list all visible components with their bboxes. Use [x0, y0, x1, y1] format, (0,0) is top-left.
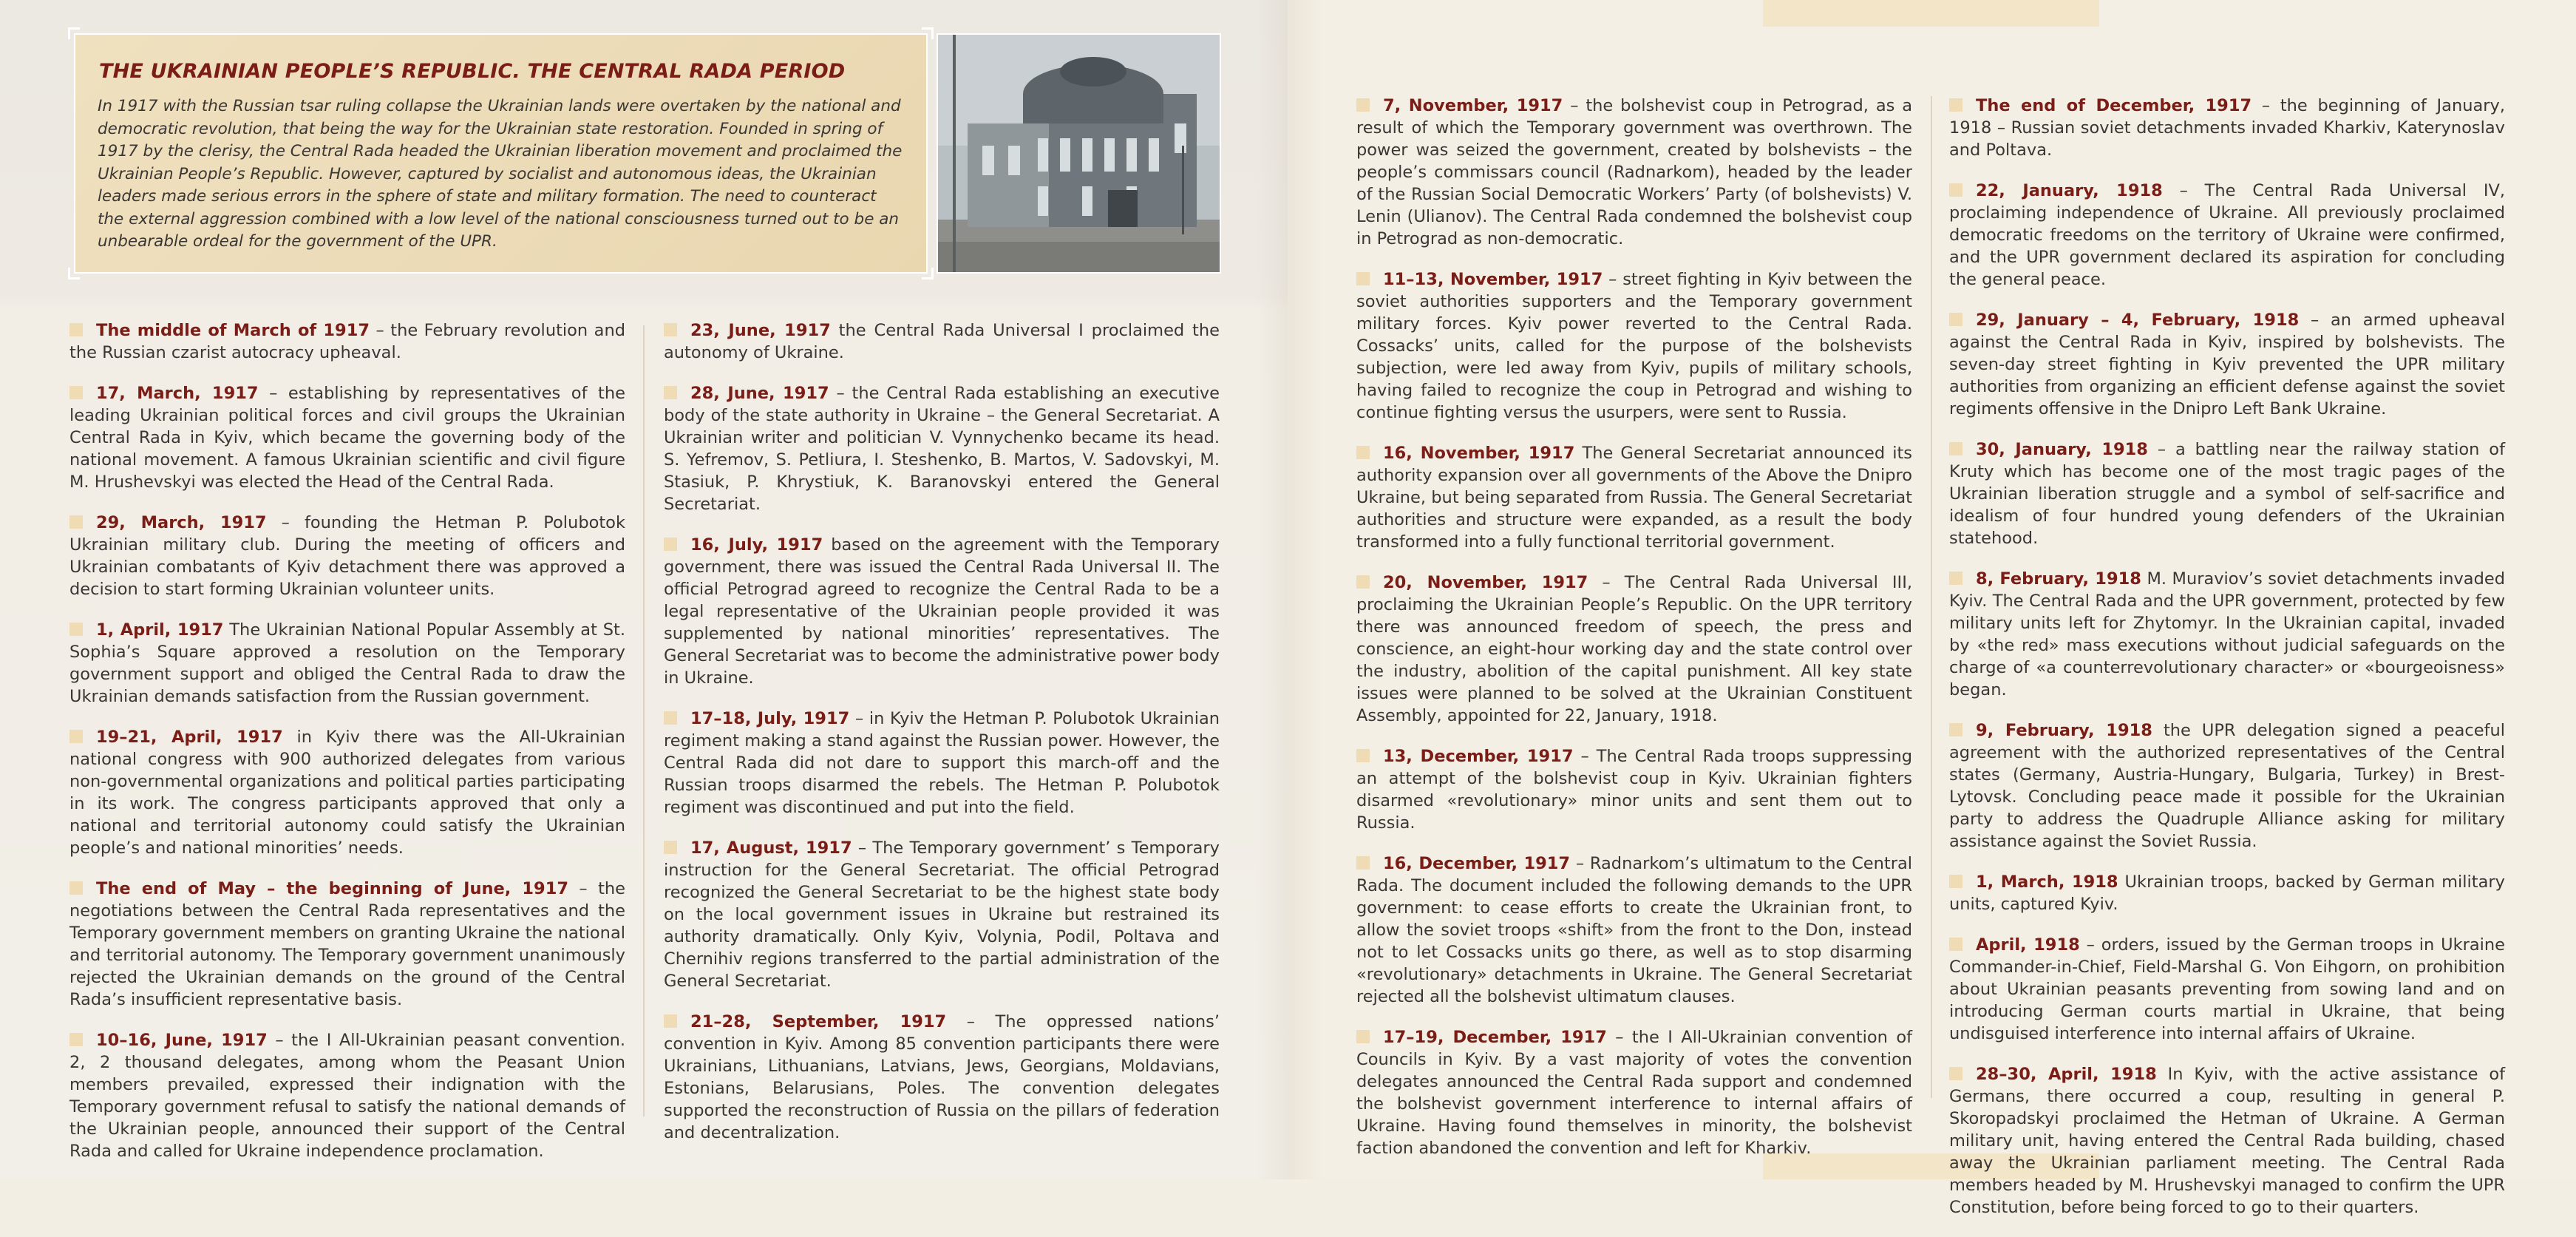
entry-text: – establishing by representatives of the leading Ukrainian political forces and civil groups the Ukrainian Central Rada in Kyiv, which became the governing body of the national movement. A famous Ukrainian scientific and civil figure M. Hrushevskyi was elected the Head of the Central Rada.	[69, 384, 625, 492]
central-rada-building-photo	[937, 33, 1221, 274]
bullet-square	[1949, 938, 1962, 951]
bullet-square	[1949, 1067, 1962, 1080]
entry-date: 21–28, September, 1917	[690, 1012, 947, 1031]
timeline-entry	[1949, 871, 2505, 915]
entry-date: 1, March, 1918	[1976, 872, 2118, 892]
timeline-entry	[664, 837, 1220, 992]
timeline-entry	[69, 382, 625, 493]
entry-text: – an armed upheaval against the Central Rada in Kyiv, inspired by bolshevists. The seven-day street fighting in Kyiv prevented the UPR military authorities from organizing an efficient defense against the soviet regiments offensive in the Dnipro Left Bank Ukraine.	[1949, 311, 2505, 418]
timeline-entry	[1356, 853, 1912, 1008]
building-illustration	[938, 35, 1220, 272]
bullet-square	[1356, 446, 1370, 459]
corner-ornament	[68, 268, 80, 279]
entry-date: 9, February, 1918	[1976, 721, 2152, 740]
entry-date: 19–21, April, 1917	[96, 728, 283, 747]
timeline-entry	[1356, 572, 1912, 727]
entry-date: The end of December, 1917	[1976, 96, 2252, 115]
entry-date: 28–30, April, 1918	[1976, 1065, 2157, 1084]
intro-text: In 1917 with the Russian tsar ruling collapse the Ukrainian lands were overtaken by the national and democratic revolution, that being the way for the Ukrainian state restoration. Founded in spring of 1917 by the clerisy, the Central Rada headed the Ukrainian liberation movement and proclaimed the Ukrainian People’s Republic. However, captured by socialist and autonomous ideas, the Ukrainian leaders made serious errors in the sphere of state and military formation. The need to counteract the external aggression combined with a low level of the national consciousness turned out to be an unbearable ordeal for the government of the UPR.	[98, 97, 903, 251]
bullet-square	[664, 323, 677, 336]
bullet-square	[69, 515, 83, 529]
timeline-entry	[1949, 438, 2505, 549]
intro-title: THE UKRAINIAN PEOPLE’S REPUBLIC. THE CENTRAL RADA PERIOD	[99, 60, 846, 83]
timeline-entry	[1356, 95, 1912, 250]
entry-date: 29, January – 4, February, 1918	[1976, 311, 2300, 330]
timeline-entry	[1356, 268, 1912, 424]
entry-date: 16, November, 1917	[1383, 444, 1575, 463]
bullet-square	[664, 386, 677, 399]
entry-text: Ukrainian troops, backed by German military units, captured Kyiv.	[1949, 872, 2505, 914]
entry-text: – orders, issued by the German troops in Ukraine Commander-in-Chief, Field-Marshal G. Von Eihgorn, on prohibition about Ukrainian peasants preventing from sowing land and on introducing German courts martial in Ukraine, that being undisguised interference into internal affairs of Ukraine.	[1949, 935, 2506, 1043]
timeline-column-3	[1356, 95, 1912, 1178]
bullet-square	[664, 711, 677, 725]
timeline-entry	[1949, 180, 2505, 291]
timeline-entry	[69, 319, 625, 364]
entry-date: 10–16, June, 1917	[96, 1031, 268, 1050]
timeline-entry	[69, 1029, 625, 1162]
entry-text: – The Temporary government’ s Temporary instruction for the General Secretariat. The official Petrograd recognized the General Secretariat to be the highest state body on the local government issues in Ukraine but restrained its authority dramatically. Only Kyiv, Volynia, Podil, Poltava and Chernihiv regions transferred to the partial administration of the General Secretariat.	[664, 838, 1220, 991]
bullet-square	[1949, 98, 1962, 112]
entry-text: – in Kyiv the Hetman P. Polubotok Ukrainian regiment making a stand against the Russian power. However, the Central Rada did not dare to support this march-off and the Russian troops disarmed the rebels. The Hetman P. Polubotok regiment was discontinued and put into the field.	[664, 709, 1220, 817]
entry-text: – The Central Rada Universal IV, proclaiming independence of Ukraine. All previously proclaimed democratic freedoms on the territory of Ukraine were confirmed, and the UPR government declared its aspiration for concluding the general peace.	[1949, 181, 2505, 289]
corner-ornament	[68, 27, 80, 39]
bullet-square	[1949, 723, 1962, 736]
bullet-square	[1949, 442, 1962, 455]
entry-text: – founding the Hetman P. Polubotok Ukrainian military club. During the meeting of officers and Ukrainian combatants of Kyiv detachment there was approved a decision to start forming Ukrainian volunteer units.	[69, 513, 625, 599]
entry-date: 30, January, 1918	[1976, 440, 2148, 459]
bullet-square	[1356, 749, 1370, 762]
bullet-square	[1356, 856, 1370, 870]
timeline-entry	[1356, 442, 1912, 553]
entry-date: 22, January, 1918	[1976, 181, 2163, 200]
entry-text: The Ukrainian National Popular Assembly at St. Sophia’s Square approved a resolution on the Temporary government support and obliged the Central Rada to draw the Ukrainian demands satisfaction from the Russian government.	[69, 620, 625, 706]
entry-text: – Radnarkom’s ultimatum to the Central Rada. The document included the following demands to the UPR government: to cease efforts to create the Ukrainian front, to allow the soviet troops «shift» from the front to the Don, instead not to let Cossacks units go there, as well as to stop disarming «revolutionary» detachments in Ukraine. The General Secretariat rejected all the bolshevist ultimatum clauses.	[1356, 854, 1912, 1006]
entry-text: – the beginning of January, 1918 – Russian soviet detachments invaded Kharkiv, Katerynoslav and Poltava.	[1949, 96, 2505, 160]
entry-date: 28, June, 1917	[690, 384, 829, 403]
bullet-square	[664, 538, 677, 551]
entry-date: The end of May – the beginning of June, 1917	[96, 879, 569, 898]
timeline-entry	[1356, 745, 1912, 834]
bullet-square	[1356, 272, 1370, 285]
timeline-entry	[69, 726, 625, 859]
entry-text: – The Central Rada troops suppressing an attempt of the bolshevist coup in Kyiv. Ukrainian fighters disarmed «revolutionary» minor units and sent them out to Russia.	[1356, 747, 1912, 833]
timeline-entry	[664, 534, 1220, 689]
column-divider	[643, 325, 645, 1116]
entry-date: 7, November, 1917	[1383, 96, 1563, 115]
bullet-square	[1356, 98, 1370, 112]
timeline-entry	[69, 512, 625, 600]
timeline-column-4	[1949, 95, 2505, 1237]
entry-text: – The Central Rada Universal III, proclaiming the Ukrainian People’s Republic. On the UPR territory there was announced freedom of speech, the press and conscience, an eight-hour working day and the state control over the industry, abolition of the capital punishment. All key state issues were planned to be solved at the Ukrainian Constituent Assembly, appointed for 22, January, 1918.	[1356, 573, 1912, 725]
timeline-entry	[1949, 568, 2505, 701]
entry-date: 13, December, 1917	[1383, 747, 1574, 766]
bullet-square	[69, 323, 83, 336]
corner-ornament	[922, 268, 934, 279]
entry-text: – the I All-Ukrainian peasant convention. 2, 2 thousand delegates, among whom the Peasant Union members prevailed, expressed their indignation with the Temporary government refusal to satisfy the national demands of the Ukrainian people, announced their support of the Central Rada and called for Ukraine independence proclamation.	[69, 1031, 625, 1161]
entry-date: 17, March, 1917	[96, 384, 259, 403]
bullet-square	[69, 881, 83, 895]
entry-date: 17–19, December, 1917	[1383, 1028, 1607, 1047]
entry-date: 29, March, 1917	[96, 513, 267, 532]
bullet-square	[69, 730, 83, 743]
timeline-column-2	[664, 319, 1220, 1162]
bullet-square	[1356, 1030, 1370, 1043]
entry-text: – The oppressed nations’ convention in Kyiv. Among 85 convention participants there were Ukrainians, Lithuanians, Latvians, Jews, Georgians, Moldavians, Estonians, Belarusians, Poles. The convention delegates supported the reconstruction of Russia on the pillars of federation and decentralization.	[664, 1012, 1220, 1142]
bullet-square	[1949, 875, 1962, 888]
entry-text: – the February revolution and the Russian czarist autocracy upheaval.	[69, 321, 626, 362]
entry-text: – the I All-Ukrainian convention of Councils in Kyiv. By a vast majority of votes the convention delegates announced the Central Rada support and condemned the bolshevist government interference to internal affairs of Ukraine. Having found themselves in minority, the bolshevist faction abandoned the convention and left for Kharkiv.	[1356, 1028, 1913, 1158]
entry-date: 11–13, November, 1917	[1383, 270, 1603, 289]
entry-date: 8, February, 1918	[1976, 569, 2141, 589]
timeline-entry	[1356, 1026, 1912, 1159]
timeline-entry	[1949, 309, 2505, 420]
entry-text: The General Secretariat announced its authority expansion over all governments of the Above the Dnipro Ukraine, but being separated from Russia. The General Secretariat authorities and structure were expanded, as a result the body transformed into a fully functional territorial government.	[1356, 444, 1912, 552]
timeline-entry	[1949, 1063, 2505, 1219]
entry-text: based on the agreement with the Temporary government, there was issued the Central Rada Universal II. The official Petrograd agreed to recognize the Central Rada to be a legal representative of the Ukrainian people provided it was supplemented by national minorities’ representatives. The General Secretariat was to become the administrative power body in Ukraine.	[664, 535, 1220, 688]
bullet-square	[1356, 575, 1370, 589]
entry-text: – a battling near the railway station of Kruty which has become one of the most tragic pages of the Ukrainian liberation struggle and a symbol of self-sacrifice and idealism of four hundred young defenders of the Ukrainian statehood.	[1949, 440, 2505, 548]
corner-ornament	[922, 27, 934, 39]
timeline-entry	[664, 382, 1220, 515]
timeline-entry	[664, 708, 1220, 819]
page-gutter	[1257, 0, 1323, 1179]
timeline-column-1	[69, 319, 625, 1181]
entry-text: M. Muraviov’s soviet detachments invaded Kyiv. The Central Rada and the UPR government, protected by few military units left for Zhytomyr. In the Ukrainian capital, invaded by «the red» mass executions without judicial safeguards on the charge of «a counterrevolutionary character» or «bourgeoisness» began.	[1949, 569, 2505, 699]
bullet-square	[664, 841, 677, 854]
entry-date: 20, November, 1917	[1383, 573, 1588, 592]
entry-date: 17, August, 1917	[690, 838, 852, 858]
entry-date: 16, July, 1917	[690, 535, 823, 555]
bullet-square	[69, 1033, 83, 1046]
timeline-entry	[664, 1011, 1220, 1144]
entry-text: – the bolshevist coup in Petrograd, as a result of which the Temporary government was overthrown. The power was seized the government, created by bolshevists – the people’s commissars council (Radnarkom), headed by the leader of the Russian Social Democratic Workers’ Party (of bolshevists) V. Lenin (Ulianov). The Central Rada condemned the bolshevist coup in Petrograd as non-democratic.	[1356, 96, 1913, 248]
bullet-square	[1949, 313, 1962, 326]
entry-date: 16, December, 1917	[1383, 854, 1571, 873]
bullet-square	[664, 1014, 677, 1028]
timeline-entry	[1949, 934, 2505, 1045]
entry-text: – the Central Rada establishing an executive body of the state authority in Ukraine – the General Secretariat. A Ukrainian writer and politician V. Vynnychenko became its head. S. Yefremov, S. Petliura, I. Steshenko, B. Martos, V. Sadovskyi, M. Stasiuk, P. Khrystiuk, K. Baranovskyi entered the General Secretariat.	[664, 384, 1220, 514]
entry-date: 1, April, 1917	[96, 620, 224, 640]
entry-text: the Central Rada Universal I proclaimed the autonomy of Ukraine.	[664, 321, 1220, 362]
timeline-entry	[69, 619, 625, 708]
entry-date: 23, June, 1917	[690, 321, 831, 340]
timeline-entry	[664, 319, 1220, 364]
timeline-entry	[1949, 95, 2505, 161]
bullet-square	[69, 386, 83, 399]
entry-text: In Kyiv, with the active assistance of Germans, there occurred a coup, resulting in general P. Skoropadskyi proclaimed the Hetman of Ukraine. A German military unit, having entered the Central Rada building, chased away the Ukrainian parliament meeting. The Central Rada members headed by M. Hrushevskyi managed to confirm the UPR Constitution, before being forced to go to their quarters.	[1949, 1065, 2506, 1217]
bullet-square	[1949, 183, 1962, 197]
column-divider	[1931, 96, 1932, 1098]
intro-box	[74, 33, 928, 274]
timeline-entry	[1949, 719, 2505, 853]
entry-date: The middle of March of 1917	[96, 321, 370, 340]
entry-text: – the negotiations between the Central Rada representatives and the Temporary government members on granting Ukraine the national and territorial autonomy. The Temporary government unanimously rejected the Ukrainian demands on the ground of the Central Rada’s insufficient representative basis.	[69, 879, 626, 1009]
timeline-entry	[69, 878, 625, 1011]
entry-text: the UPR delegation signed a peaceful agreement with the authorized representatives of the Central states (Germany, Austria-Hungary, Bulgaria, Turkey) in Brest-Lytovsk. Concluding peace made it possible for the Ukrainian party to address the Quadruple Alliance asking for military assistance against the Soviet Russia.	[1949, 721, 2505, 851]
bullet-square	[1949, 572, 1962, 585]
entry-text: – street fighting in Kyiv between the soviet authorities supporters and the Temporary government military forces. Kyiv power reverted to the Central Rada. Cossacks’ units, called for the purpose of the bolshevists subjection, were led away from Kyiv, pupils of military schools, having failed to recognize the coup in Petrograd and wishing to continue fighting versus the usurpers, were sent to Russia.	[1356, 270, 1913, 422]
entry-date: April, 1918	[1976, 935, 2080, 955]
entry-text: in Kyiv there was the All-Ukrainian national congress with 900 authorized delegates from various non-governmental organizations and political parties participating in its work. The congress participants approved that only a national and territorial autonomy could satisfy the Ukrainian people’s and national minorities’ needs.	[69, 728, 625, 858]
entry-date: 17–18, July, 1917	[690, 709, 850, 728]
top-decorative-tab	[1763, 0, 2099, 27]
bullet-square	[69, 623, 83, 636]
